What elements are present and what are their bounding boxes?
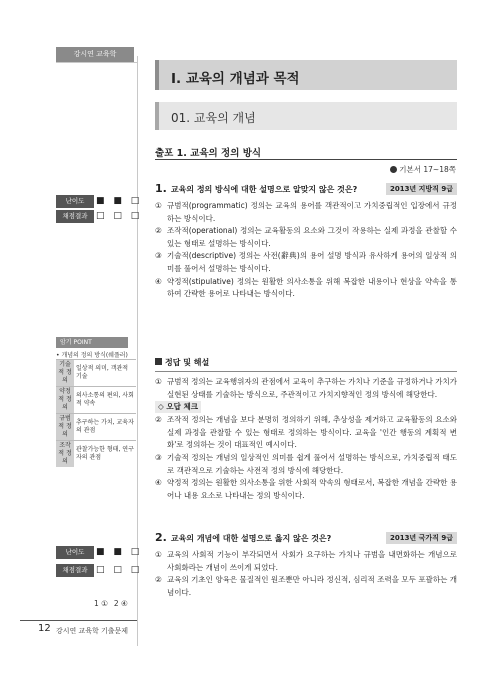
footer-book-title: 강시연 교육학 기출문제 [56,627,129,635]
side-divider-top [56,62,138,63]
section-title: 01. 교육의 개념 [171,111,256,125]
question-source-badge: 2013년 지방직 9급 [386,183,457,195]
option-marker: ④ [155,276,162,286]
side-book-tab: 강시연 교육학 [56,47,134,62]
explanation-heading-text: 정답 및 해설 [165,358,210,367]
question-number: 2. [155,531,167,544]
answer-key: 1 ① [94,599,108,608]
memo-value: 의사소통의 편의, 사회적 약속 [74,387,136,414]
answer-key: 2 ④ [113,599,128,608]
memo-key: 약정적 정의 [56,387,74,414]
option-item[interactable] [155,574,457,599]
question-source-badge: 2013년 국가직 9급 [386,532,457,544]
chapter-title: I. 교육의 개념과 목적 [171,71,300,87]
memo-row [56,387,136,414]
q2-result-checkboxes[interactable]: □ □ □ [96,565,143,575]
option-text: 약정적(stipulative) 정의는 원활한 의사소통을 위해 복잡한 내용이나 현상을 약속을 통하여 간략한 용어로 나타내는 방식이다. [167,276,457,299]
option-text: 교육의 사회적 기능이 부각되면서 사회가 요구하는 가치나 규범을 내면화하는 개념으로 사회화라는 개념이 쓰이게 되었다. [167,550,457,572]
option-item[interactable] [155,200,457,225]
option-item[interactable] [155,225,457,250]
option-list [155,200,457,301]
option-text: 교육의 기초인 양육은 물질적인 원조뿐만 아니라 정신적, 심리적 조력을 모두 포괄하는 개념이다. [167,575,457,597]
memo-row [56,360,136,387]
option-list [155,549,457,599]
memo-key: 조작적 정의 [56,441,74,468]
option-marker: ① [155,550,162,559]
memo-row [56,441,136,468]
option-text: 규범적(programmatic) 정의는 교육의 용어를 객관적이고 가치중립적인 입장에서 규정하는 방식이다. [167,201,457,223]
explanation-heading [155,357,457,369]
question-number: 1. [155,182,167,195]
explanation-text: 규범적 정의는 교육행위자의 관점에서 교육이 추구하는 가치나 기준을 규정하거나 가치가 실현된 상태를 기술하는 방식으로, 주관적이고 가치지향적인 정의 방식에 해당한다. [167,377,457,399]
explanation-marker: ① [155,377,162,386]
option-item[interactable] [155,549,457,574]
section-banner [155,102,457,130]
q1-difficulty-label: 난이도 [56,195,94,208]
memo-row [56,414,136,441]
option-item[interactable] [155,250,457,275]
explanation-main [155,376,457,401]
memo-title: • 개념의 정의 방식(쉐플러) [56,352,128,359]
option-marker: ② [155,226,162,236]
option-marker: ③ [155,251,162,261]
memo-key: 기술적 정의 [56,360,74,387]
memo-value: 관찰가능한 형태, 연구자의 관점 [74,441,136,468]
option-item[interactable] [155,276,457,301]
wrong-answer-list [155,414,457,502]
question-1 [155,183,457,301]
answer-keys [94,599,128,608]
q2-difficulty-label: 난이도 [56,546,94,559]
memo-table [56,359,136,467]
option-marker: ① [155,201,162,210]
option-marker: ② [155,575,162,585]
explanation-marker: ② [155,415,162,425]
explanation-text: 조작적 정의는 개념을 보다 분명히 정의하기 위해, 추상성을 제거하고 교육활동의 요소와 실제 과정을 관찰할 수 있는 형태로 정의하는 방식이다. 교육을 '인간 행동의 계획적 변화'로 정의하는 것이 대표적인 예시이다. [167,415,457,450]
memo-header: 암기 POINT [56,337,128,348]
answer-explanation [155,357,457,502]
chapter-banner [155,60,457,90]
topic-divider [155,159,457,160]
option-text: 기술적(descriptive) 정의는 사전(辭典)의 용어 설명 방식과 유사하게 용어의 일상적 의미를 풀어서 설명하는 방식이다. [167,251,457,273]
question-text: 교육의 개념에 대한 설명으로 옳지 않은 것은? [170,534,332,543]
question-text: 교육의 정의 방식에 대한 설명으로 알맞지 않은 것은? [170,185,358,194]
footer-divider [20,620,137,621]
q1-result-checkboxes[interactable]: □ □ □ [96,211,143,221]
option-text: 조작적(operational) 정의는 교육활동의 요소와 그것이 작용하는 실제 과정을 관찰할 수 있는 형태로 설명하는 방식이다. [167,226,457,248]
reference-text: 기본서 17~18쪽 [399,165,456,174]
wrong-answer-check-heading: ◇ 오답 체크 [155,401,201,413]
memo-value: 일상적 의미, 객관적 기술 [74,360,136,387]
basic-book-reference [390,164,456,175]
question-2 [155,532,457,599]
question-stem [155,183,457,196]
memo-key: 규범적 정의 [56,414,74,441]
q2-difficulty-marks: ■ ■ □ [96,547,143,557]
explanation-divider [155,371,457,372]
explanation-item [155,414,457,452]
explanation-marker: ④ [155,478,162,488]
explanation-item [155,477,457,502]
square-bullet-icon [155,358,162,365]
memo-value: 추구하는 가치, 교육자의 관점 [74,414,136,441]
q2-result-label: 채점결과 [56,564,94,577]
explanation-text: 기술적 정의는 개념의 일상적인 의미를 쉽게 풀어서 설명하는 방식으로, 가치중립적 태도로 객관적으로 기술하는 사전적 정의 방식에 해당한다. [167,452,457,475]
topic-heading: 출포 1. 교육의 정의 방식 [155,148,262,159]
q1-result-label: 채점결과 [56,210,94,223]
page-number: 12 [38,623,51,634]
q1-difficulty-marks: ■ ■ □ [96,196,143,206]
question-stem [155,532,457,545]
explanation-item [155,376,457,401]
explanation-text: 약정적 정의는 원활한 의사소통을 위한 사회적 약속의 형태로서, 복잡한 개념을 간략한 용어나 내용 요소로 나타내는 정의 방식이다. [167,478,457,500]
explanation-marker: ③ [155,452,162,462]
explanation-item [155,452,457,477]
reference-icon [390,166,397,173]
